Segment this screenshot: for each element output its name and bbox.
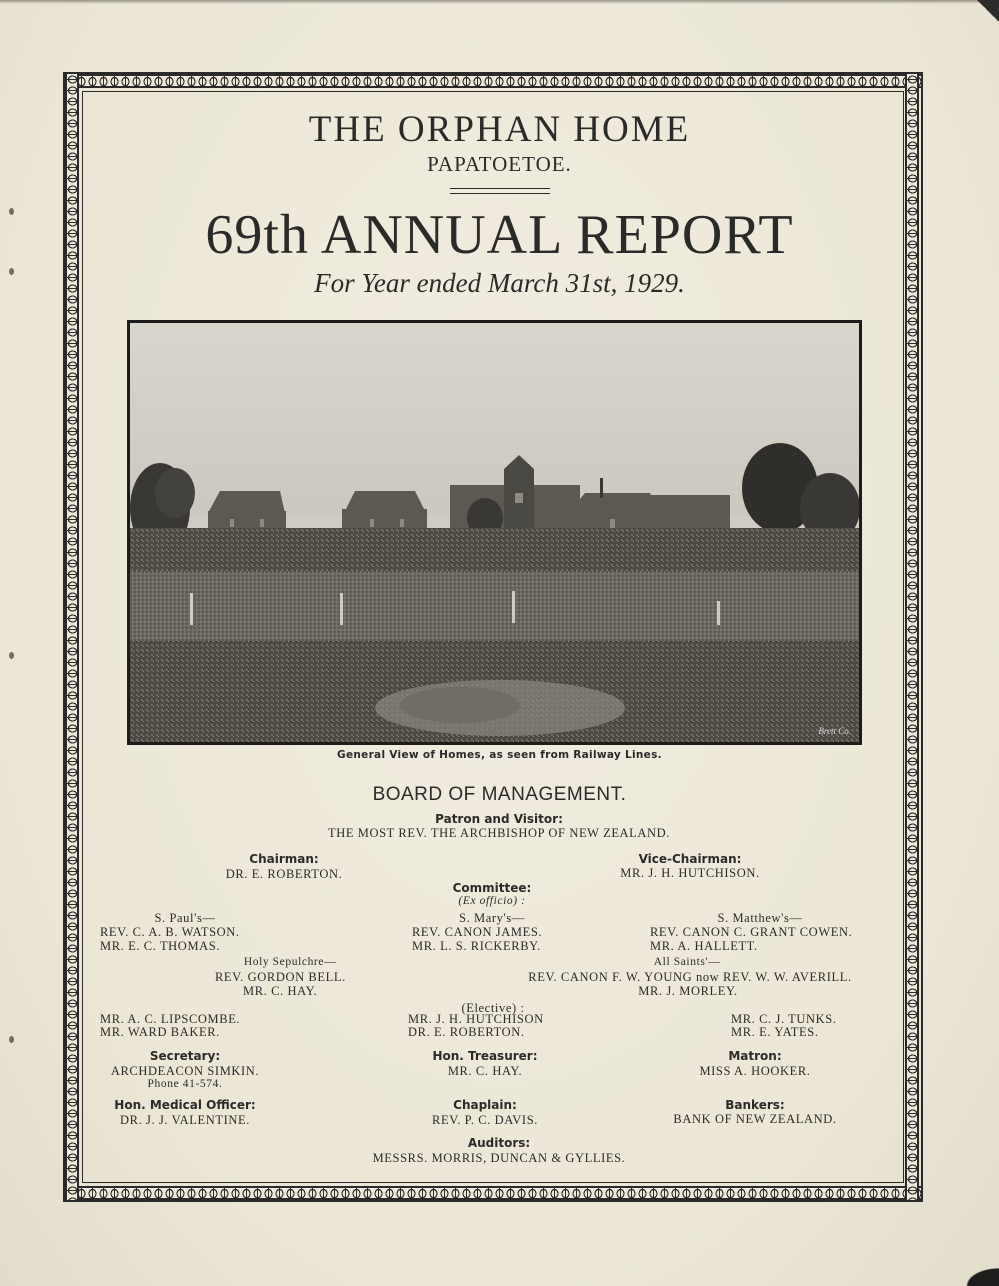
auditors-label: Auditors: [467, 1136, 531, 1150]
photo-scene [130, 323, 859, 742]
committee-member: MR. E. C. THOMAS. [100, 939, 221, 953]
report-title: 69th ANNUAL REPORT [205, 204, 794, 266]
patron-label: Patron and Visitor: [435, 812, 563, 826]
patron-name: THE MOST REV. THE ARCHBISHOP OF NEW ZEALAND. [327, 826, 671, 840]
medical-officer-name: DR. J. J. VALENTINE. [120, 1113, 250, 1127]
vice-chairman-label: Vice-Chairman: [638, 852, 742, 866]
treasurer-name: MR. C. HAY. [447, 1064, 523, 1078]
medical-officer-label: Hon. Medical Officer: [114, 1098, 256, 1112]
scan-edge-shadow [0, 0, 999, 4]
matron-label: Matron: [728, 1049, 782, 1063]
parish-all-saints: All Saints'— [653, 956, 721, 968]
punch-hole-mark [9, 652, 14, 659]
committee-member: REV. C. A. B. WATSON. [100, 925, 240, 939]
border-top-ornament [65, 74, 921, 88]
chaplain-name: REV. P. C. DAVIS. [432, 1113, 538, 1127]
report-period: For Year ended March 31st, 1929. [314, 268, 685, 298]
board-title: BOARD OF MANAGEMENT. [372, 784, 627, 805]
committee-member: MR. L. S. RICKERBY. [412, 939, 541, 953]
double-rule-divider [450, 188, 550, 194]
photo-caption: General View of Homes, as seen from Railway Lines. [337, 749, 662, 761]
committee-member: REV. GORDON BELL. [215, 970, 346, 984]
bankers-name: BANK OF NEW ZEALAND. [673, 1112, 837, 1126]
committee-member: MR. C. HAY. [243, 984, 318, 998]
treasurer-label: Hon. Treasurer: [432, 1049, 538, 1063]
committee-member: MR. J. MORLEY. [638, 984, 738, 998]
chairman-name: DR. E. ROBERTON. [225, 867, 343, 881]
page-corner-bottom [959, 1264, 999, 1286]
matron-name: MISS A. HOOKER. [699, 1064, 811, 1078]
committee-member: REV. CANON C. GRANT COWEN. [650, 925, 853, 939]
committee-member: REV. CANON F. W. YOUNG now REV. W. W. AVERILL. [528, 970, 852, 984]
chairman-label: Chairman: [249, 852, 319, 866]
committee-member: MR. A. HALLETT. [650, 939, 758, 953]
parish-holy-sepulchre: Holy Sepulchre— [243, 956, 337, 968]
page-corner [977, 0, 999, 22]
homes-photograph [127, 320, 862, 745]
elective-label: (Elective) : [461, 1001, 525, 1015]
parish-s-matthews: S. Matthew's— [717, 911, 803, 925]
parish-s-pauls: S. Paul's— [154, 911, 216, 925]
parish-s-marys: S. Mary's— [459, 911, 525, 925]
committee-label: Committee: [452, 881, 532, 895]
ex-officio-label: (Ex officio) : [458, 895, 526, 907]
secretary-phone: Phone 41-574. [147, 1078, 223, 1090]
elective-member: MR. C. J. TUNKS. [731, 1012, 837, 1026]
elective-member: MR. E. YATES. [731, 1025, 819, 1039]
auditors-name: MESSRS. MORRIS, DUNCAN & GYLLIES. [372, 1151, 626, 1165]
chaplain-label: Chaplain: [453, 1098, 517, 1112]
elective-member: MR. WARD BAKER. [100, 1025, 220, 1039]
vice-chairman-name: MR. J. H. HUTCHISON. [620, 866, 760, 880]
elective-member: MR. A. C. LIPSCOMBE. [100, 1012, 241, 1026]
bankers-label: Bankers: [725, 1098, 785, 1112]
location-subtitle: PAPATOETOE. [427, 152, 572, 176]
institution-title: THE ORPHAN HOME [308, 109, 691, 150]
elective-member: MR. J. H. HUTCHISON [408, 1012, 544, 1026]
secretary-label: Secretary: [149, 1049, 221, 1063]
elective-member: DR. E. ROBERTON. [408, 1025, 525, 1039]
border-bottom-ornament [65, 1186, 921, 1200]
committee-member: REV. CANON JAMES. [412, 925, 543, 939]
punch-hole-mark [9, 1036, 14, 1043]
secretary-name: ARCHDEACON SIMKIN. [110, 1064, 260, 1078]
photo-credit: Brett Co. [818, 726, 851, 736]
